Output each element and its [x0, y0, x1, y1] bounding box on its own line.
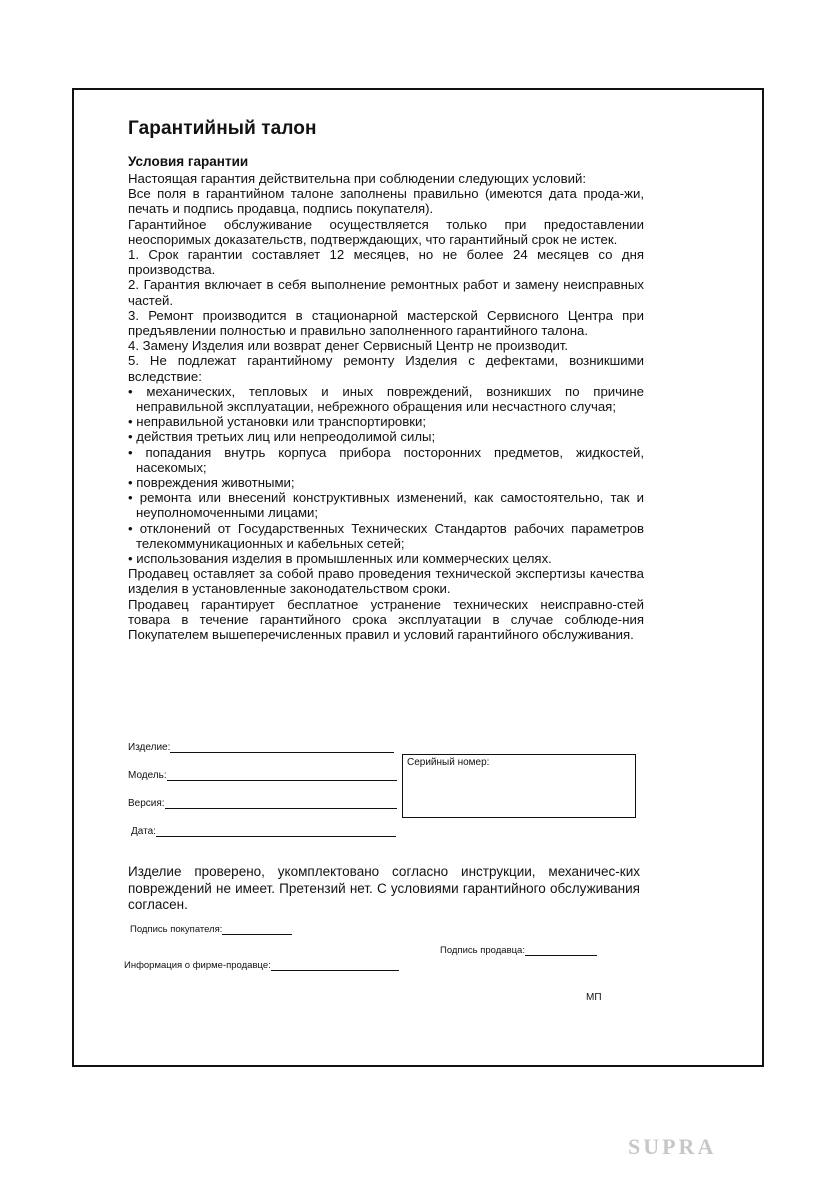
page-title: Гарантийный талон [128, 118, 317, 139]
seller-info-line[interactable] [271, 960, 399, 971]
model-label: Модель: [128, 770, 167, 781]
serial-number-box[interactable] [402, 754, 636, 818]
paragraph: 2. Гарантия включает в себя выполнение ремонтных работ и замену неисправных частей. [128, 277, 644, 308]
list-item: • повреждения животными; [128, 475, 295, 491]
paragraph: Все поля в гарантийном талоне заполнены правильно (имеются дата прода-жи, печать и подпись продавца, подпись покупателя). [128, 186, 644, 217]
brand-logo: SUPRA [628, 1134, 717, 1159]
buyer-signature-label: Подпись покупателя: [130, 924, 223, 935]
version-field[interactable] [128, 798, 397, 809]
list-item: • неправильной установки или транспортировки; [128, 414, 427, 430]
list-item: • механических, тепловых и иных повреждений, возникших по причине неправильной эксплуатации, небрежного обращения или несчастного случая; [128, 383, 644, 415]
buyer-signature-line[interactable] [222, 924, 292, 935]
product-field[interactable] [128, 742, 394, 753]
paragraph: Продавец гарантирует бесплатное устранение технических неисправно-стей товара в течение гарантийного срока эксплуатации в случае соблюде-ния Покупателем вышеперечисленных правил и условий гарантийного обслуживания. [128, 596, 644, 643]
stamp-label: МП [586, 992, 602, 1003]
paragraph: 1. Срок гарантии составляет 12 месяцев, но не более 24 месяцев со дня производства. [128, 247, 644, 278]
seller-info[interactable] [124, 960, 399, 971]
conditions-text [128, 171, 644, 642]
section-title: Условия гарантии [128, 154, 249, 169]
warranty-conditions [128, 118, 644, 642]
confirmation-text: Изделие проверено, укомплектовано согласно инструкции, механичес-ких повреждений не имеет. Претензий нет. С условиями гарантийного обслуживания согласен. [128, 864, 640, 912]
paragraph: 4. Замену Изделия или возврат денег Сервисный Центр не производит. [128, 338, 569, 354]
paragraph: Гарантийное обслуживание осуществляется только при предоставлении неоспоримых доказательств, подтверждающих, что гарантийный срок не истек. [128, 216, 644, 247]
serial-number-label: Серийный номер: [407, 757, 490, 768]
model-line[interactable] [167, 770, 397, 781]
paragraph: Продавец оставляет за собой право проведения технической экспертизы качества изделия в установленные законодательством сроки. [128, 566, 644, 597]
list-item: • использования изделия в промышленных или коммерческих целях. [128, 551, 552, 567]
seller-info-label: Информация о фирме-продавце: [124, 960, 271, 971]
model-field[interactable] [128, 770, 397, 781]
date-field[interactable] [131, 826, 396, 837]
date-label: Дата: [131, 826, 156, 837]
product-label: Изделие: [128, 742, 171, 753]
paragraph: 5. Не подлежат гарантийному ремонту Изделия с дефектами, возникшими вследствие: [128, 353, 644, 384]
paragraph: 3. Ремонт производится в стационарной мастерской Сервисного Центра при предъявлении полностью и правильно заполненного гарантийного талона. [128, 307, 644, 339]
list-item: • ремонта или внесений конструктивных изменений, как самостоятельно, так и неуполномоченными лицами; [128, 490, 644, 521]
paragraph: Настоящая гарантия действительна при соблюдении следующих условий: [128, 171, 587, 186]
seller-signature-line[interactable] [525, 945, 597, 956]
seller-signature[interactable] [440, 945, 597, 956]
product-line[interactable] [170, 742, 394, 753]
list-item: • отклонений от Государственных Технических Стандартов рабочих параметров телекоммуникационных и кабельных сетей; [128, 520, 644, 551]
version-line[interactable] [165, 798, 397, 809]
list-item: • действия третьих лиц или непреодолимой силы; [128, 429, 436, 445]
version-label: Версия: [128, 798, 165, 809]
seller-signature-label: Подпись продавца: [440, 945, 525, 956]
buyer-signature[interactable] [130, 924, 292, 935]
list-item: • попадания внутрь корпуса прибора посторонних предметов, жидкостей, насекомых; [128, 444, 644, 475]
product-fields [128, 742, 648, 842]
date-line[interactable] [156, 826, 396, 837]
